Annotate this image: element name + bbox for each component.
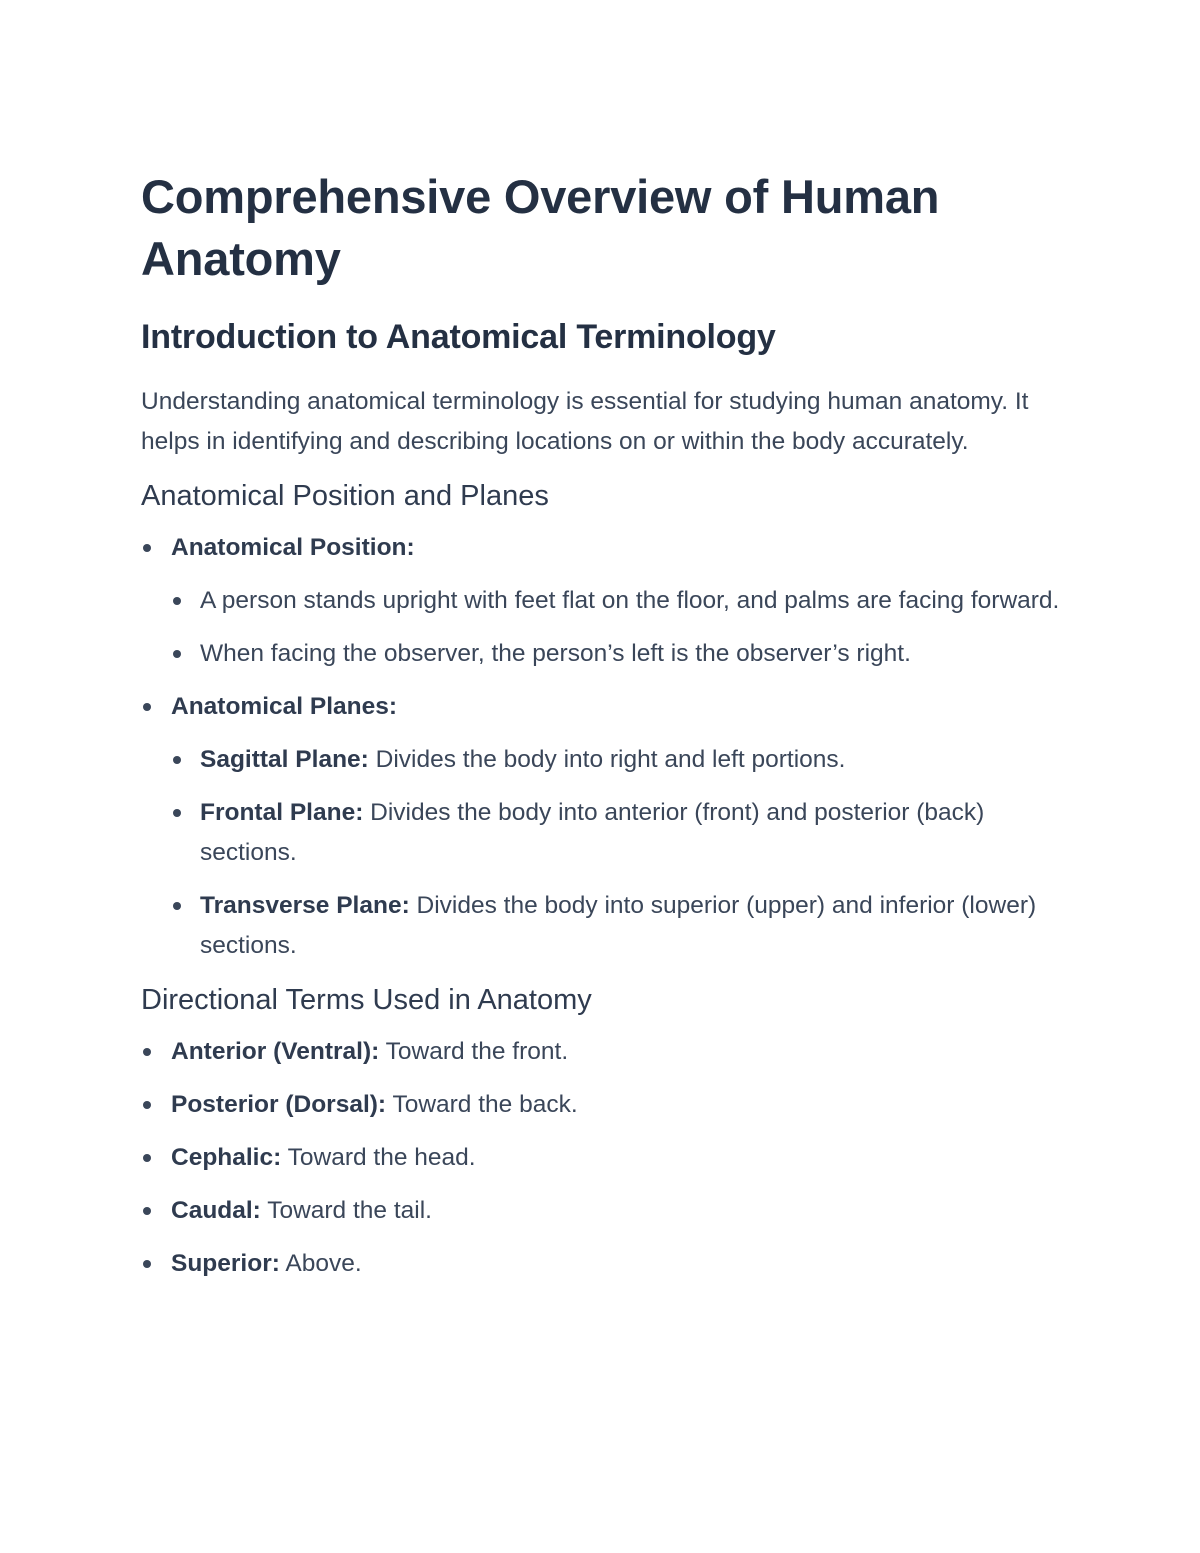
term-definition: Divides the body into right and left portions.	[368, 746, 846, 773]
term-label: Anterior (Ventral):	[171, 1038, 380, 1065]
term-label: Superior:	[171, 1250, 280, 1277]
subsection-heading-directional-terms: Directional Terms Used in Anatomy	[141, 984, 592, 1016]
bullet-icon	[173, 809, 181, 817]
list-item-transverse	[171, 886, 1061, 966]
bullet-icon	[143, 1101, 151, 1109]
term-label: Caudal:	[171, 1197, 261, 1224]
bullet-icon	[143, 1260, 151, 1268]
term-definition: Toward the back.	[386, 1091, 578, 1118]
bullet-icon	[143, 1154, 151, 1162]
directional-terms-list	[141, 1032, 1061, 1284]
position-planes-list	[141, 528, 1061, 966]
list-item-frontal	[171, 793, 1061, 873]
list-item-superior	[141, 1244, 1061, 1284]
term-definition: Toward the head.	[281, 1144, 476, 1171]
term-definition: Above.	[279, 1250, 362, 1277]
list-item	[171, 634, 1061, 674]
term-label: Posterior (Dorsal):	[171, 1091, 387, 1118]
list-item-caudal	[141, 1191, 1061, 1231]
list-item-text: When facing the observer, the person’s left is the observer’s right.	[200, 640, 911, 667]
list-item-posterior	[141, 1085, 1061, 1125]
term-definition: Toward the front.	[379, 1038, 569, 1065]
list-item-sagittal	[171, 740, 1061, 780]
term-label: Transverse Plane:	[200, 892, 410, 919]
list-item	[171, 581, 1061, 621]
term-label: Anatomical Position:	[171, 534, 415, 561]
term-definition: Divides the body into anterior (front) and posterior (back) sections.	[200, 799, 985, 866]
intro-paragraph: Understanding anatomical terminology is essential for studying human anatomy. It helps in identifying and describing locations on or within the body accurately.	[141, 388, 1029, 455]
list-item-cephalic	[141, 1138, 1061, 1178]
bullet-icon	[143, 1048, 151, 1056]
list-item-anatomical-planes	[141, 687, 1061, 966]
list-item-anatomical-position	[141, 528, 1061, 674]
bullet-icon	[173, 902, 181, 910]
bullet-icon	[173, 756, 181, 764]
bullet-icon	[173, 597, 181, 605]
term-definition: Toward the tail.	[260, 1197, 432, 1224]
bullet-icon	[143, 1207, 151, 1215]
term-label: Sagittal Plane:	[200, 746, 369, 773]
list-item-text: A person stands upright with feet flat on the floor, and palms are facing forward.	[200, 587, 1060, 614]
term-definition: Divides the body into superior (upper) and inferior (lower) sections.	[200, 892, 1037, 959]
term-label: Cephalic:	[171, 1144, 282, 1171]
section-heading-terminology: Introduction to Anatomical Terminology	[141, 318, 776, 356]
term-label: Frontal Plane:	[200, 799, 364, 826]
bullet-icon	[173, 650, 181, 658]
term-label: Anatomical Planes:	[171, 693, 398, 720]
subsection-heading-position-planes: Anatomical Position and Planes	[141, 480, 549, 512]
anatomical-planes-sublist	[171, 740, 1061, 966]
bullet-icon	[143, 544, 151, 552]
document-page	[141, 166, 1061, 1284]
document-title: Comprehensive Overview of Human Anatomy	[141, 170, 940, 285]
list-item-anterior	[141, 1032, 1061, 1072]
anatomical-position-sublist	[171, 581, 1061, 674]
bullet-icon	[143, 703, 151, 711]
